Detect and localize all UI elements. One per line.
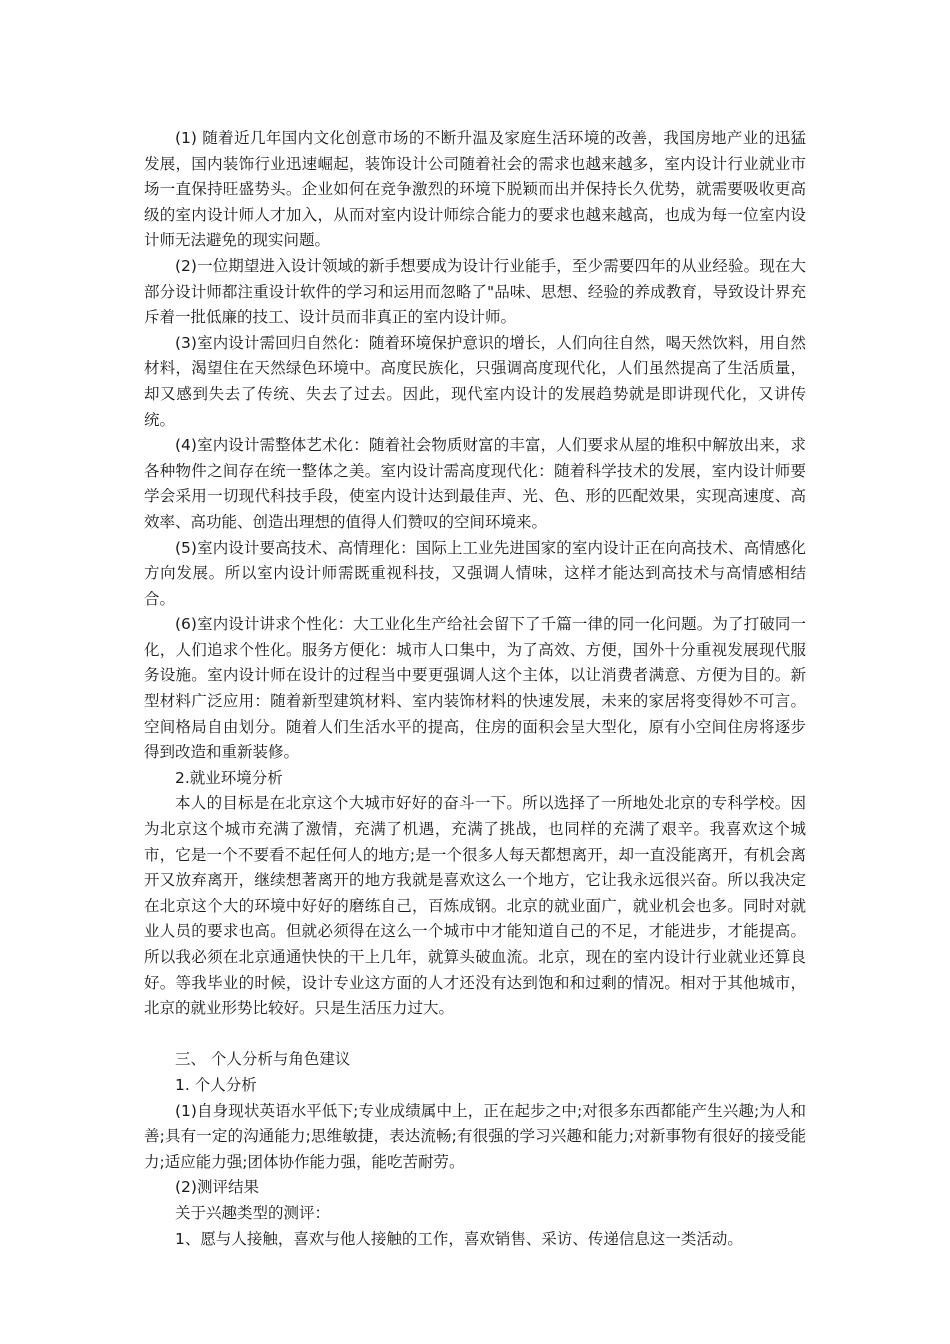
paragraph-trend-2: (2)一位期望进入设计领域的新手想要成为设计行业能手，至少需要四年的从业经验。现在大部分设计师都注重设计软件的学习和运用而忽略了"品味、思想、经验的养成教育，导致设计界充斥着一批低廉的技工、设计员而非真正的室内设计师。 — [144, 256, 806, 327]
paragraph-trend-5: (5)室内设计要高技术、高情理化：国际上工业先进国家的室内设计正在向高技术、高情感化方向发展。所以室内设计师需既重视科技，又强调人情味，这样才能达到高技术与高情感相结合。 — [144, 538, 806, 608]
subsection-heading-personal: 1. 个人分析 — [175, 1075, 257, 1094]
paragraph-trend-3: (3)室内设计需回归自然化：随着环境保护意识的增长，人们向往自然，喝天然饮料，用自然材料，渴望住在天然绿色环境中。高度民族化，只强调高度现代化，人们虽然提高了生活质量，却又感到失去了传统、失去了过去。因此，现代室内设计的发展趋势就是即讲现代化，又讲传统。 — [144, 333, 806, 429]
section-heading-personal-analysis: 三、 个人分析与角色建议 — [175, 1050, 351, 1069]
paragraph-interest-test: 关于兴趣类型的测评： — [175, 1203, 331, 1222]
section-heading-employment: 2.就业环境分析 — [175, 768, 283, 787]
paragraph-employment: 本人的目标是在北京这个大城市好好的奋斗一下。所以选择了一所地处北京的专科学校。因为北京这个城市充满了激情，充满了机遇，充满了挑战，也同样的充满了艰辛。我喜欢这个城市，它是一个不要看不起任何人的地方;是一个很多人每天都想离开，却一直没能离开，有机会离开又放弃离开，继续想著离开的地方我就是喜欢这么一个地方，它让我永远很兴奋。所以我决定在北京这个大的环境中好好的磨练自己，百炼成钢。北京的就业面广，就业机会也多。同时对就业人员的要求也高。但就必须得在这么一个城市中才能知道自己的不足，才能进步，才能提高。所以我必须在北京通通快快的干上几年，就算头破血流。北京，现在的室内设计行业就业还算良好。等我毕业的时候，设计专业这方面的人才还没有达到饱和和过剩的情况。相对于其他城市，北京的就业形势比较好。只是生活压力过大。 — [144, 794, 806, 1018]
paragraph-trend-6: (6)室内设计讲求个性化：大工业化生产给社会留下了千篇一律的同一化问题。为了打破同一化，人们追求个性化。服务方便化：城市人口集中，为了高效、方便，国外十分重视发展现代服务设施。室内设计师在设计的过程当中要更强调人这个主体，以让消费者满意、方便为目的。新型材料广泛应用：随着新型建筑材料、室内装饰材料的快速发展，未来的家居将变得妙不可言。空间格局自由划分。随着人们生活水平的提高，住房的面积会呈大型化，原有小空间住房将逐步得到改造和重新装修。 — [144, 615, 806, 762]
paragraph-self-status: (1)自身现状英语水平低下;专业成绩属中上，正在起步之中;对很多东西都能产生兴趣;为人和善;具有一定的沟通能力;思维敏捷，表达流畅;有很强的学习兴趣和能力;对新事物有很好的接受能力;适应能力强;团体协作能力强，能吃苦耐劳。 — [144, 1101, 806, 1171]
paragraph-trend-1: (1) 随着近几年国内文化创意市场的不断升温及家庭生活环境的改善，我国房地产业的迅猛发展，国内装饰行业迅速崛起，装饰设计公司随着社会的需求也越来越多，室内设计行业就业市场一直保持旺盛势头。企业如何在竞争激烈的环境下脱颖而出并保持长久优势，就需要吸收更高级的室内设计师人才加入，从而对室内设计师综合能力的要求也越来越高，也成为每一位室内设计师无法避免的现实问题。 — [144, 129, 806, 250]
paragraph-trend-4: (4)室内设计需整体艺术化：随着社会物质财富的丰富，人们要求从屋的堆积中解放出来，求各种物件之间存在统一整体之美。室内设计需高度现代化：随着科学技术的发展，室内设计师要学会采用一切现代科技手段，使室内设计达到最佳声、光、色、形的匹配效果，实现高速度、高效率、高功能、创造出理想的值得人们赞叹的空间环境来。 — [144, 436, 806, 531]
document-body — [144, 126, 806, 1252]
paragraph-interest-item-1: 1、愿与人接触，喜欢与他人接触的工作，喜欢销售、采访、传递信息这一类活动。 — [175, 1229, 743, 1248]
subsection-heading-test-results: (2)测评结果 — [175, 1178, 259, 1197]
